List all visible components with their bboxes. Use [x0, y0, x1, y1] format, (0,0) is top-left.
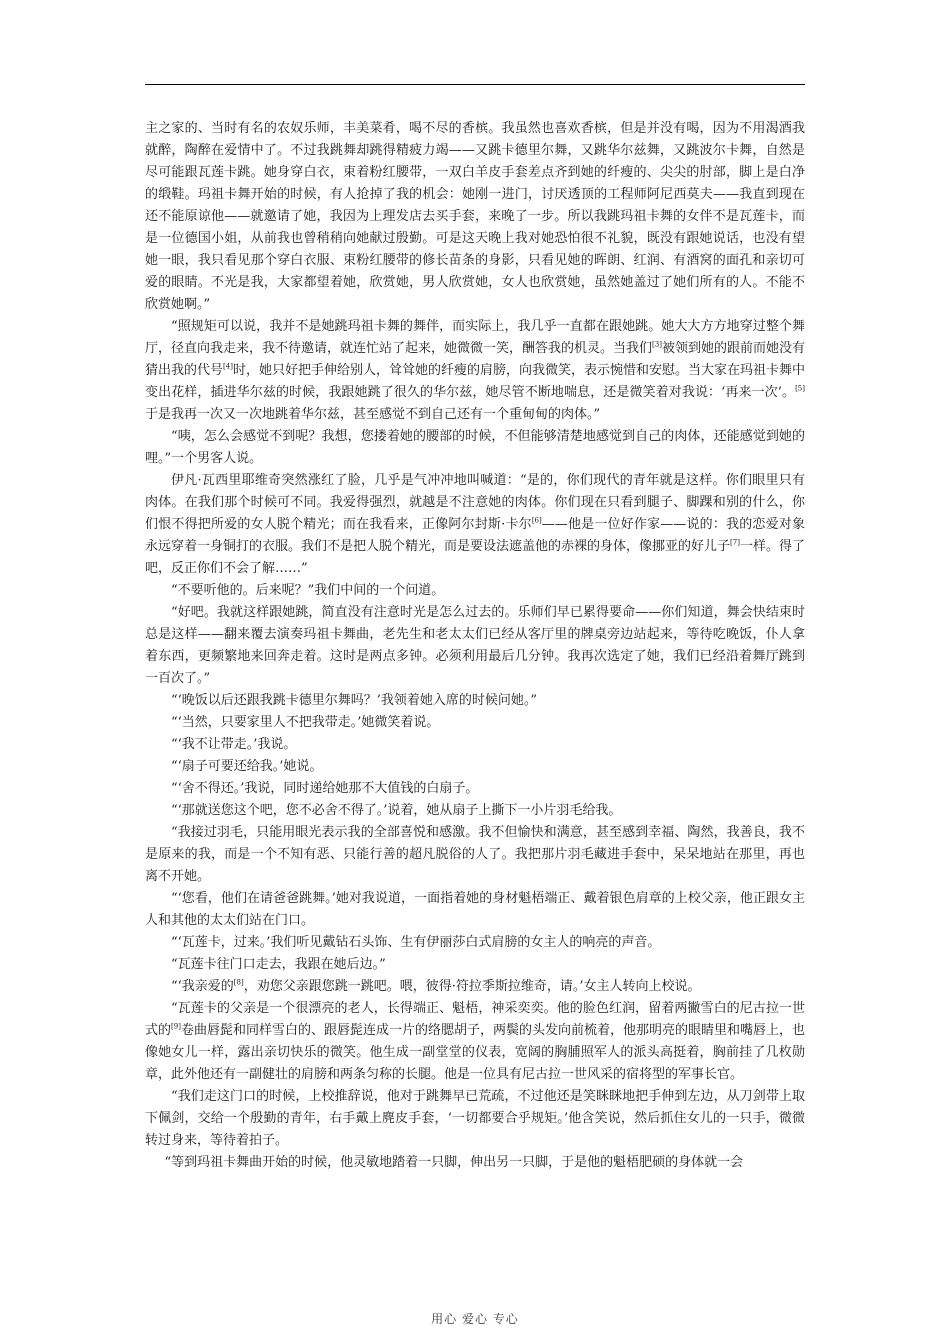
paragraph: “我接过羽毛，只能用眼光表示我的全部喜悦和感激。我不但愉快和满意，甚至感到幸福、陶然，我善良，我不是原来的我，而是一个不知有恶、只能行善的超凡脱俗的人了。我把那片羽毛藏进手套中，呆呆地站在那里，再也离不开她。 — [145, 825, 805, 884]
paragraph: “瓦莲卡往门口走去，我跟在她后边。” — [171, 957, 386, 972]
paragraph: “‘我亲爱的[8]，劝您父亲跟您跳一跳吧。喂，彼得·符拉季斯拉维奇，请。’女主人转向上校说。 — [171, 978, 701, 994]
footnote-marker: [3] — [652, 340, 662, 349]
paragraph: “照规矩可以说，我并不是她跳玛祖卡舞的舞伴，而实际上，我几乎一直都在跟她跳。她大大方方地穿过整个舞厅，径直向我走来，我不待邀请，就连忙站了起来，她微微一笑，酬答我的机灵。当我们[3]被领到她的跟前而她没有猜出我的代号[4]时，她只好把手伸给别人，耸耸她的纤瘦的肩膀，向我微笑，表示惋惜和安慰。当大家在玛祖卡舞中变出花样，插进华尔兹的时候，我跟她跳了很久的华尔兹，她尽管不断地喘息，还是微笑着对我说：‘再来一次’。[5]于是我再一次又一次地跳着华尔兹，甚至感觉不到自己还有一个重甸甸的肉体。” — [145, 319, 805, 422]
paragraph: “‘我不让带走。’我说。 — [171, 737, 297, 752]
paragraph: “我们走这门口的时候，上校推辞说，他对于跳舞早已荒疏，不过他还是笑眯眯地把手伸到左边，从刀剑带上取下佩剑，交给一个殷勤的青年，右手戴上麂皮手套，‘一切都要合乎规矩。’他含笑说，然后抓住女儿的一只手，微微转过身来，等待着拍子。 — [145, 1089, 805, 1148]
paragraph: “好吧。我就这样跟她跳，简直没有注意时光是怎么过去的。乐师们早已累得要命——你们知道，舞会快结束时总是这样——翻来覆去演奏玛祖卡舞曲，老先生和老太太们已经从客厅里的牌桌旁边站起来，等待吃晚饭，仆人拿着东西，更频繁地来回奔走着。这时是两点多钟。必须利用最后几分钟。我再次选定了她，我们已经沿着舞厅跳到一百次了。” — [145, 605, 805, 686]
paragraph: “咦，怎么会感觉不到呢？我想，您搂着她的腰部的时候，不但能够清楚地感觉到自己的肉体，还能感觉到她的哩。”一个男客人说。 — [145, 429, 805, 466]
paragraph: 主之家的、当时有名的农奴乐师，丰美菜肴，喝不尽的香槟。我虽然也喜欢香槟，但是并没有喝，因为不用渴酒我就醉，陶醉在爱情中了。不过我跳舞却跳得精疲力竭——又跳卡德里尔舞，又跳华尔兹舞，又跳波尔卡舞，自然是尽可能跟瓦莲卡跳。她身穿白衣，束着粉红腰带，一双白羊皮手套差点齐到她的纤瘦的、尖尖的肘部，脚上是白净的缎鞋。玛祖卡舞开始的时候，有人抢掉了我的机会：她刚一进门，讨厌透顶的工程师阿尼西莫夫——我直到现在还不能原谅他——就邀请了她，我因为上理发店去买手套，来晚了一步。所以我跳玛祖卡舞的女伴不是瓦莲卡，而是一位德国小姐，从前我也曾稍稍向她献过殷勤。可是这天晚上我对她恐怕很不礼貌，既没有跟她说话，也没有望她一眼，我只看见那个穿白衣服、束粉红腰带的修长苗条的身影，只看见她的晖朗、红润、有酒窝的面孔和亲切可爱的眼睛。不光是我，大家都望着她，欣赏她，男人欣赏她，女人也欣赏她，虽然她盖过了她们所有的人。不能不欣赏她啊。” — [145, 121, 805, 312]
footnote-marker: [6] — [531, 516, 542, 525]
body-text — [145, 118, 805, 1174]
paragraph: “‘瓦莲卡，过来。’我们听见戴钻石头饰、生有伊丽莎白式肩膀的女主人的响亮的声音。 — [171, 935, 661, 950]
paragraph: “‘当然，只要家里人不把我带走。’她微笑着说。 — [171, 715, 440, 730]
footnote-marker: [5] — [795, 384, 805, 393]
footnote-marker: [7] — [730, 538, 740, 547]
header-rule — [145, 84, 805, 85]
paragraph: “不要听他的。后来呢？”我们中间的一个问道。 — [171, 583, 445, 598]
footnote-marker: [9] — [171, 1022, 181, 1031]
paragraph: “等到玛祖卡舞曲开始的时候，他灵敏地踏着一只脚，伸出另一只脚，于是他的魁梧肥硕的身体就一会 — [164, 1155, 744, 1170]
paragraph: “‘那就送您这个吧，您不必舍不得了。’说着，她从扇子上撕下一小片羽毛给我。 — [171, 803, 622, 818]
paragraph: “‘您看，他们在请爸爸跳舞。’她对我说道，一面指着她的身材魁梧端正、戴着银色肩章的上校父亲，他正跟女主人和其他的太太们站在门口。 — [145, 891, 805, 928]
paragraph: “‘扇子可要还给我。’她说。 — [171, 759, 323, 774]
page-footer: 用心 爱心 专心 — [431, 1312, 519, 1326]
paragraph: “‘舍不得还。’我说，同时递给她那不大值钱的白扇子。 — [171, 781, 479, 796]
footnote-marker: [4] — [223, 362, 233, 371]
paragraph: 伊凡·瓦西里耶维奇突然涨红了脸，几乎是气冲冲地叫喊道：“是的，你们现代的青年就是这样。你们眼里只有肉体。在我们那个时候可不同。我爱得强烈，就越是不注意她的肉体。你们现在只看到腿子、脚踝和别的什么，你们恨不得把所爱的女人脱个精光；而在我看来，正像阿尔封斯·卡尔[6]——他是一位好作家——说的：我的恋爱对象永远穿着一身铜打的衣服。我们不是把人脱个精光，而是要设法遮盖他的赤裸的身体，像挪亚的好儿子[7]一样。得了吧，反正你们不会了解……” — [145, 473, 805, 576]
paragraph: “瓦莲卡的父亲是一个很漂亮的老人，长得端正、魁梧，神采奕奕。他的脸色红润，留着两撇雪白的尼古拉一世式的[9]卷曲唇髭和同样雪白的、跟唇髭连成一片的络腮胡子，两鬓的头发向前梳着，他那明亮的眼睛里和嘴唇上，也像她女儿一样，露出亲切快乐的微笑。他生成一副堂堂的仪表，宽阔的胸脯照军人的派头高挺着，胸前挂了几枚勋章，此外他还有一副健壮的肩膀和两条匀称的长腿。他是一位具有尼古拉一世风采的宿将型的军事长官。 — [145, 1001, 805, 1082]
paragraph: “‘晚饭以后还跟我跳卡德里尔舞吗？’我领着她入席的时候问她。” — [171, 693, 538, 708]
footnote-marker: [8] — [233, 978, 244, 987]
